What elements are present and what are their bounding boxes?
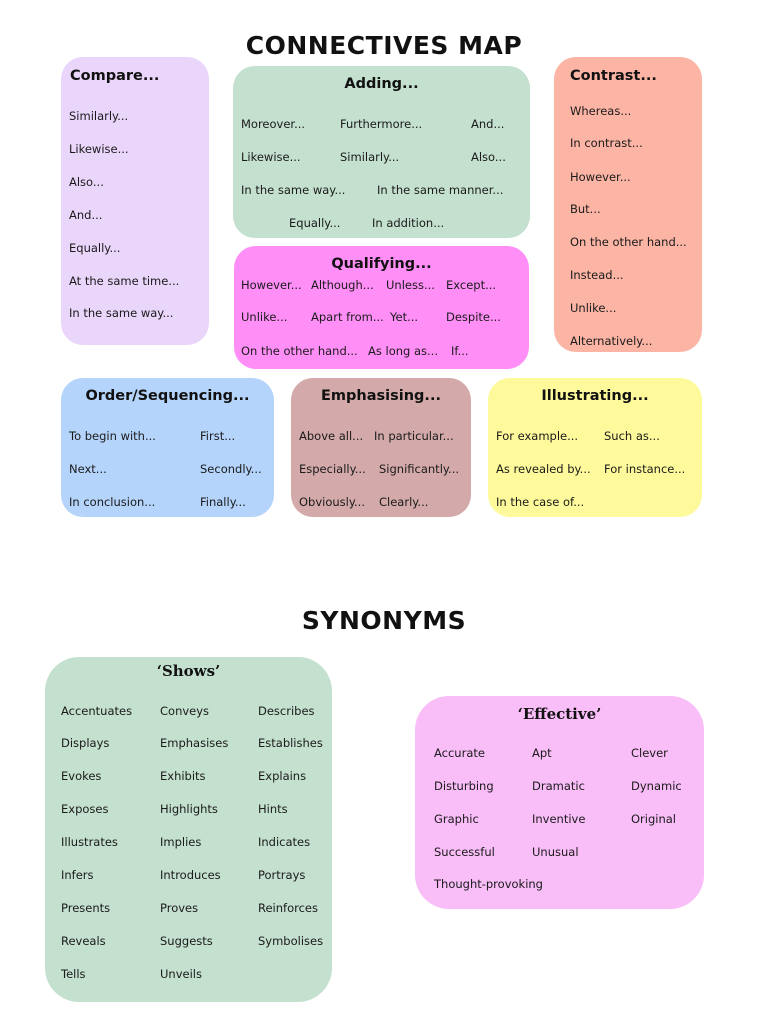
synonyms-heading: SYNONYMS <box>301 606 467 635</box>
adding-item: Moreover... <box>241 117 306 131</box>
shows-item: Illustrates <box>61 835 118 849</box>
shows-item: Highlights <box>160 802 218 816</box>
order-item: To begin with... <box>69 429 156 443</box>
order-sequencing-box <box>61 378 274 517</box>
shows-item: Symbolises <box>258 934 324 948</box>
qualifying-item: Unlike... <box>241 310 288 324</box>
adding-item: In the same way... <box>241 183 346 197</box>
contrast-item: Instead... <box>570 268 624 282</box>
qualifying-item: As long as... <box>368 344 438 358</box>
effective-item: Thought-provoking <box>434 877 543 891</box>
shows-item: Proves <box>160 901 199 915</box>
adding-item: And... <box>471 117 505 131</box>
compare-box <box>61 57 209 345</box>
adding-item: Furthermore... <box>340 117 423 131</box>
effective-item: Apt <box>532 746 552 760</box>
shows-item: Suggests <box>160 934 213 948</box>
illustrating-item: As revealed by... <box>496 462 591 476</box>
adding-title: Adding... <box>344 76 419 92</box>
contrast-item: However... <box>570 170 631 184</box>
qualifying-item: Despite... <box>446 310 501 324</box>
order-title: Order/Sequencing... <box>85 388 250 404</box>
emphasising-item: In particular... <box>374 429 454 443</box>
effective-item: Inventive <box>532 812 586 826</box>
contrast-item: Whereas... <box>570 104 632 118</box>
shows-item: Reinforces <box>258 901 318 915</box>
qualifying-item: However... <box>241 278 302 292</box>
effective-item: Unusual <box>532 845 579 859</box>
shows-item: Implies <box>160 835 202 849</box>
effective-item: Graphic <box>434 812 479 826</box>
qualifying-item: Yet... <box>390 310 419 324</box>
effective-item: Dramatic <box>532 779 585 793</box>
shows-item: Explains <box>258 769 307 783</box>
shows-item: Conveys <box>160 704 210 718</box>
compare-item: And... <box>69 208 103 222</box>
effective-item: Successful <box>434 845 495 859</box>
effective-box <box>415 696 704 909</box>
emphasising-item: Significantly... <box>379 462 460 476</box>
shows-item: Portrays <box>258 868 306 882</box>
qualifying-item: Unless... <box>386 278 435 292</box>
compare-item: Likewise... <box>69 142 129 156</box>
order-item: First... <box>200 429 236 443</box>
order-item: Finally... <box>200 495 246 509</box>
effective-item: Original <box>631 812 677 826</box>
connectives-map-heading: CONNECTIVES MAP <box>245 31 523 60</box>
effective-item: Dynamic <box>631 779 682 793</box>
order-item: Next... <box>69 462 107 476</box>
contrast-box <box>554 57 702 352</box>
order-item: In conclusion... <box>69 495 156 509</box>
emphasising-title: Emphasising... <box>321 388 441 404</box>
shows-box <box>45 657 332 1002</box>
shows-title: ‘Shows’ <box>156 662 221 680</box>
effective-item: Clever <box>631 746 668 760</box>
qualifying-title: Qualifying... <box>331 256 432 272</box>
shows-item: Indicates <box>258 835 311 849</box>
shows-item: Accentuates <box>61 704 133 718</box>
shows-item: Unveils <box>160 967 202 981</box>
adding-item: Also... <box>471 150 506 164</box>
qualifying-item: Although... <box>311 278 374 292</box>
contrast-item: On the other hand... <box>570 235 687 249</box>
illustrating-item: For example... <box>496 429 579 443</box>
compare-item: Also... <box>69 175 104 189</box>
adding-item: Equally... <box>289 216 341 230</box>
emphasising-item: Clearly... <box>379 495 429 509</box>
contrast-item: In contrast... <box>570 136 643 150</box>
adding-item: Likewise... <box>241 150 301 164</box>
contrast-title: Contrast... <box>570 68 657 84</box>
shows-item: Establishes <box>258 736 323 750</box>
compare-item: Similarly... <box>69 109 129 123</box>
compare-title: Compare... <box>70 68 160 84</box>
shows-item: Exhibits <box>160 769 206 783</box>
qualifying-item: Except... <box>446 278 497 292</box>
shows-item: Evokes <box>61 769 102 783</box>
illustrating-item: For instance... <box>604 462 686 476</box>
compare-item: At the same time... <box>69 274 180 288</box>
qualifying-item: Apart from... <box>311 310 384 324</box>
adding-item: Similarly... <box>340 150 400 164</box>
illustrating-title: Illustrating... <box>541 388 649 404</box>
compare-item: In the same way... <box>69 306 174 320</box>
illustrating-item: Such as... <box>604 429 660 443</box>
qualifying-item: On the other hand... <box>241 344 358 358</box>
shows-item: Presents <box>61 901 111 915</box>
compare-item: Equally... <box>69 241 121 255</box>
emphasising-item: Especially... <box>299 462 366 476</box>
adding-box <box>233 66 530 238</box>
shows-item: Infers <box>61 868 94 882</box>
shows-item: Introduces <box>160 868 221 882</box>
shows-item: Describes <box>258 704 315 718</box>
contrast-item: Alternatively... <box>570 334 653 348</box>
contrast-item: Unlike... <box>570 301 617 315</box>
qualifying-item: If... <box>451 344 469 358</box>
contrast-item: But... <box>570 202 601 216</box>
shows-item: Reveals <box>61 934 106 948</box>
shows-item: Exposes <box>61 802 109 816</box>
qualifying-box <box>234 246 529 369</box>
shows-item: Tells <box>61 967 86 981</box>
emphasising-item: Above all... <box>299 429 364 443</box>
effective-item: Disturbing <box>434 779 494 793</box>
adding-item: In addition... <box>372 216 445 230</box>
illustrating-box <box>488 378 702 517</box>
effective-item: Accurate <box>434 746 485 760</box>
emphasising-item: Obviously... <box>299 495 365 509</box>
shows-item: Emphasises <box>160 736 229 750</box>
adding-item: In the same manner... <box>377 183 504 197</box>
illustrating-item: In the case of... <box>496 495 585 509</box>
shows-item: Hints <box>258 802 288 816</box>
emphasising-box <box>291 378 471 517</box>
effective-title: ‘Effective’ <box>517 705 602 723</box>
shows-item: Displays <box>61 736 110 750</box>
order-item: Secondly... <box>200 462 262 476</box>
